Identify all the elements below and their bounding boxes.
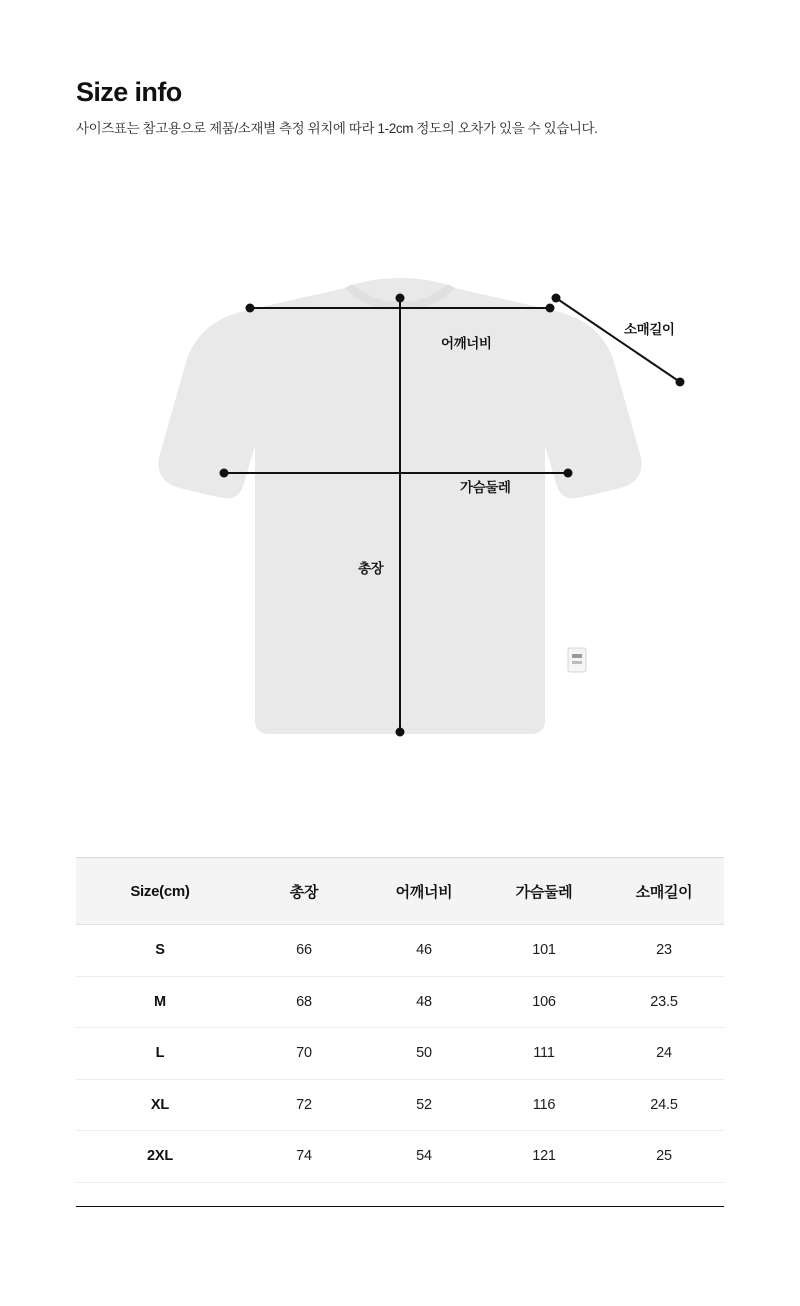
cell-length: 72 bbox=[244, 1079, 364, 1131]
table-row bbox=[76, 1079, 724, 1131]
cell-sleeve: 24.5 bbox=[604, 1079, 724, 1131]
size-table bbox=[76, 857, 724, 1183]
cell-shoulder: 46 bbox=[364, 925, 484, 977]
col-header-chest: 가슴둘레 bbox=[484, 858, 604, 925]
table-header-row bbox=[76, 858, 724, 925]
cell-sleeve: 25 bbox=[604, 1131, 724, 1183]
tshirt-measurement-diagram bbox=[0, 240, 800, 820]
page-header bbox=[76, 78, 736, 139]
page-subtitle: 사이즈표는 참고용으로 제품/소재별 측정 위치에 따라 1-2cm 정도의 오차가 있을 수 있습니다. bbox=[76, 120, 598, 136]
cell-size: S bbox=[76, 925, 244, 977]
col-header-shoulder: 어깨너비 bbox=[364, 858, 484, 925]
cell-length: 74 bbox=[244, 1131, 364, 1183]
size-table-body bbox=[76, 925, 724, 1183]
cell-chest: 101 bbox=[484, 925, 604, 977]
cell-sleeve: 23.5 bbox=[604, 976, 724, 1028]
cell-chest: 121 bbox=[484, 1131, 604, 1183]
brand-tag-icon bbox=[568, 648, 586, 672]
table-row bbox=[76, 925, 724, 977]
label-sleeve-length: 소매길이 bbox=[624, 322, 675, 337]
bottom-divider bbox=[76, 1206, 724, 1207]
col-header-length: 총장 bbox=[244, 858, 364, 925]
cell-size: L bbox=[76, 1028, 244, 1080]
size-table-head bbox=[76, 858, 724, 925]
label-chest-width: 가슴둘레 bbox=[460, 480, 511, 495]
cell-chest: 116 bbox=[484, 1079, 604, 1131]
cell-sleeve: 24 bbox=[604, 1028, 724, 1080]
cell-length: 66 bbox=[244, 925, 364, 977]
cell-length: 68 bbox=[244, 976, 364, 1028]
cell-size: 2XL bbox=[76, 1131, 244, 1183]
col-header-size: Size(cm) bbox=[76, 858, 244, 925]
cell-chest: 106 bbox=[484, 976, 604, 1028]
page-title: Size info bbox=[76, 77, 182, 107]
cell-shoulder: 52 bbox=[364, 1079, 484, 1131]
label-shoulder-width: 어깨너비 bbox=[441, 336, 492, 351]
cell-size: XL bbox=[76, 1079, 244, 1131]
cell-shoulder: 50 bbox=[364, 1028, 484, 1080]
cell-shoulder: 48 bbox=[364, 976, 484, 1028]
table-row bbox=[76, 1028, 724, 1080]
cell-chest: 111 bbox=[484, 1028, 604, 1080]
table-row bbox=[76, 1131, 724, 1183]
cell-shoulder: 54 bbox=[364, 1131, 484, 1183]
cell-sleeve: 23 bbox=[604, 925, 724, 977]
table-row bbox=[76, 976, 724, 1028]
cell-length: 70 bbox=[244, 1028, 364, 1080]
col-header-sleeve: 소매길이 bbox=[604, 858, 724, 925]
cell-size: M bbox=[76, 976, 244, 1028]
label-total-length: 총장 bbox=[358, 561, 384, 576]
size-table-container bbox=[76, 857, 724, 1183]
